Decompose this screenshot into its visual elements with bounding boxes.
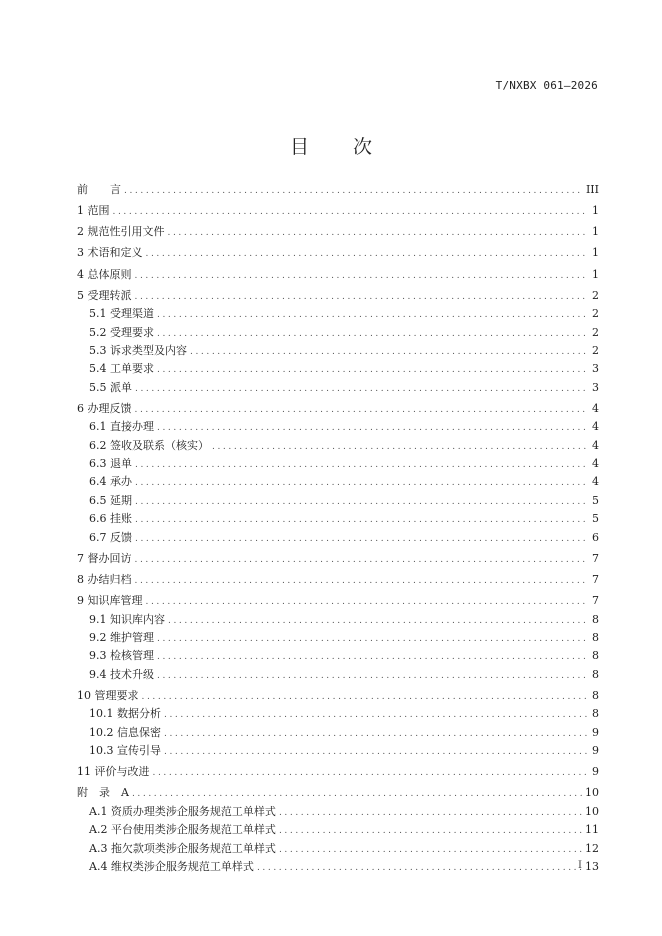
toc-entry-label: 6.7 反馈	[89, 530, 132, 544]
table-of-contents	[77, 178, 599, 876]
toc-entry-page: 8	[592, 707, 599, 721]
toc-entry-page: 11	[585, 823, 599, 837]
toc-leader-dots	[153, 764, 589, 782]
toc-leader-dots	[157, 648, 588, 666]
toc-entry[interactable]	[77, 437, 599, 455]
toc-entry[interactable]	[77, 223, 599, 241]
toc-entry-page: 13	[585, 860, 599, 874]
toc-entry-label: 8 办结归档	[77, 572, 132, 586]
document-id: T/NXBX 061—2026	[495, 79, 598, 92]
toc-entry[interactable]	[77, 266, 599, 284]
toc-leader-dots	[157, 361, 588, 379]
toc-entry-page: 4	[592, 401, 599, 415]
toc-entry-label: A.3 拖欠款项类涉企服务规范工单样式	[89, 841, 276, 855]
toc-entry-label: 9.4 技术升级	[89, 667, 154, 681]
toc-entry-page: 12	[585, 841, 599, 855]
toc-entry-label: A.4 维权类涉企服务规范工单样式	[89, 860, 254, 874]
toc-entry-label: 9.1 知识库内容	[89, 612, 165, 626]
toc-entry-page: 8	[592, 688, 599, 702]
toc-entry-label: 3 术语和定义	[77, 246, 143, 260]
toc-entry-label: 4 总体原则	[77, 267, 132, 281]
toc-leader-dots	[135, 380, 588, 398]
toc-entry-page: 9	[592, 744, 599, 758]
toc-entry-page: 3	[592, 380, 599, 394]
toc-entry-page: 2	[592, 343, 599, 357]
toc-entry-label: 5.5 派单	[89, 380, 132, 394]
toc-leader-dots	[279, 822, 582, 840]
toc-entry-page: 7	[592, 572, 599, 586]
toc-leader-dots	[135, 401, 589, 419]
toc-entry-page: 5	[592, 493, 599, 507]
toc-entry[interactable]	[77, 821, 599, 839]
toc-entry-label: 5.4 工单要求	[89, 362, 154, 376]
toc-leader-dots	[113, 203, 589, 221]
toc-leader-dots	[168, 612, 588, 630]
toc-entry[interactable]	[77, 803, 599, 821]
toc-entry[interactable]	[77, 571, 599, 589]
toc-entry-page: 10	[585, 786, 599, 800]
toc-entry[interactable]	[77, 550, 599, 568]
page-title	[0, 132, 662, 159]
toc-entry-page: 5	[592, 512, 599, 526]
toc-leader-dots	[135, 572, 589, 590]
toc-leader-dots	[135, 511, 588, 529]
toc-entry-page: 2	[592, 288, 599, 302]
toc-entry-label: 10.1 数据分析	[89, 707, 161, 721]
toc-entry[interactable]	[77, 592, 599, 610]
toc-entry[interactable]	[77, 742, 599, 760]
toc-entry-page: 4	[592, 475, 599, 489]
toc-entry[interactable]	[77, 858, 599, 876]
toc-entry-label: 2 规范性引用文件	[77, 225, 165, 239]
toc-leader-dots	[146, 245, 589, 263]
toc-entry[interactable]	[77, 455, 599, 473]
toc-entry[interactable]	[77, 492, 599, 510]
toc-entry-page: 8	[592, 667, 599, 681]
toc-leader-dots	[168, 224, 589, 242]
toc-leader-dots	[157, 419, 588, 437]
toc-entry-label: 9.3 检核管理	[89, 649, 154, 663]
toc-entry[interactable]	[77, 629, 599, 647]
toc-entry[interactable]	[77, 342, 599, 360]
toc-leader-dots	[135, 493, 588, 511]
toc-entry-label: 6.3 退单	[89, 457, 132, 471]
toc-entry-label: 附 录 A	[77, 786, 129, 800]
toc-entry-label: 6.2 签收及联系（核实）	[89, 438, 209, 452]
page-number: I	[578, 860, 582, 871]
toc-entry[interactable]	[77, 418, 599, 436]
toc-entry-label: 前 言	[77, 182, 121, 196]
toc-entry-label: 10 管理要求	[77, 688, 139, 702]
toc-entry-label: 6.5 延期	[89, 493, 132, 507]
toc-entry-page: 6	[592, 530, 599, 544]
toc-entry-label: 5.1 受理渠道	[89, 307, 154, 321]
toc-leader-dots	[164, 725, 588, 743]
toc-entry-label: 7 督办回访	[77, 551, 132, 565]
toc-leader-dots	[190, 343, 588, 361]
toc-entry-label: 10.3 宣传引导	[89, 744, 161, 758]
toc-leader-dots	[142, 688, 589, 706]
toc-leader-dots	[135, 267, 589, 285]
toc-entry[interactable]	[77, 666, 599, 684]
toc-entry-label: A.2 平台使用类涉企服务规范工单样式	[89, 823, 276, 837]
toc-entry-page: 1	[592, 203, 599, 217]
toc-entry[interactable]	[77, 379, 599, 397]
toc-entry-page: 8	[592, 612, 599, 626]
toc-entry-page: 1	[592, 246, 599, 260]
toc-entry[interactable]	[77, 840, 599, 858]
toc-entry[interactable]	[77, 510, 599, 528]
toc-entry-label: 1 范围	[77, 203, 110, 217]
toc-entry[interactable]	[77, 324, 599, 342]
toc-entry-page: 4	[592, 457, 599, 471]
toc-entry-page: 4	[592, 420, 599, 434]
toc-entry-page: 1	[592, 267, 599, 281]
toc-entry-label: 6 办理反馈	[77, 401, 132, 415]
toc-entry[interactable]	[77, 360, 599, 378]
toc-entry[interactable]	[77, 181, 599, 199]
toc-entry-page: 4	[592, 438, 599, 452]
toc-entry-label: 6.6 挂账	[89, 512, 132, 526]
toc-entry[interactable]	[77, 400, 599, 418]
toc-entry-page: 3	[592, 362, 599, 376]
toc-leader-dots	[135, 474, 588, 492]
toc-entry-label: 11 评价与改进	[77, 765, 150, 779]
toc-entry-page: 2	[592, 325, 599, 339]
toc-entry-page: 8	[592, 649, 599, 663]
toc-entry[interactable]	[77, 202, 599, 220]
toc-leader-dots	[132, 785, 582, 803]
toc-leader-dots	[157, 325, 588, 343]
toc-entry-page: 7	[592, 551, 599, 565]
toc-leader-dots	[135, 288, 589, 306]
toc-leader-dots	[164, 743, 588, 761]
toc-entry-label: 5.2 受理要求	[89, 325, 154, 339]
title-char-1: 目	[289, 136, 309, 158]
toc-leader-dots	[135, 530, 588, 548]
toc-entry[interactable]	[77, 705, 599, 723]
toc-entry[interactable]	[77, 611, 599, 629]
toc-entry[interactable]	[77, 763, 599, 781]
toc-leader-dots	[257, 859, 582, 877]
toc-entry[interactable]	[77, 305, 599, 323]
toc-entry-page: III	[585, 182, 599, 196]
toc-entry[interactable]	[77, 687, 599, 705]
toc-entry[interactable]	[77, 647, 599, 665]
toc-entry-label: 10.2 信息保密	[89, 725, 161, 739]
toc-entry-page: 7	[592, 594, 599, 608]
toc-leader-dots	[135, 456, 588, 474]
toc-entry[interactable]	[77, 724, 599, 742]
title-char-2: 次	[353, 136, 373, 158]
toc-entry[interactable]	[77, 287, 599, 305]
toc-entry-page: 10	[585, 804, 599, 818]
toc-entry-label: 5 受理转派	[77, 288, 132, 302]
toc-leader-dots	[212, 438, 588, 456]
toc-leader-dots	[279, 841, 582, 859]
toc-leader-dots	[146, 593, 589, 611]
toc-entry[interactable]	[77, 244, 599, 262]
toc-leader-dots	[279, 804, 582, 822]
toc-entry-page: 1	[592, 225, 599, 239]
toc-entry-label: 6.4 承办	[89, 475, 132, 489]
toc-leader-dots	[157, 630, 588, 648]
toc-leader-dots	[124, 182, 583, 200]
toc-entry-page: 9	[592, 765, 599, 779]
toc-entry-label: 6.1 直接办理	[89, 420, 154, 434]
toc-leader-dots	[157, 306, 588, 324]
toc-entry-page: 8	[592, 630, 599, 644]
toc-entry-label: 9.2 维护管理	[89, 630, 154, 644]
toc-entry-page: 9	[592, 725, 599, 739]
toc-entry-label: 5.3 诉求类型及内容	[89, 343, 187, 357]
toc-entry[interactable]	[77, 529, 599, 547]
toc-entry-page: 2	[592, 307, 599, 321]
toc-entry-label: A.1 资质办理类涉企服务规范工单样式	[89, 804, 276, 818]
toc-leader-dots	[164, 706, 588, 724]
toc-leader-dots	[157, 667, 588, 685]
toc-leader-dots	[135, 551, 589, 569]
toc-entry[interactable]	[77, 784, 599, 802]
toc-entry-label: 9 知识库管理	[77, 594, 143, 608]
toc-entry[interactable]	[77, 473, 599, 491]
